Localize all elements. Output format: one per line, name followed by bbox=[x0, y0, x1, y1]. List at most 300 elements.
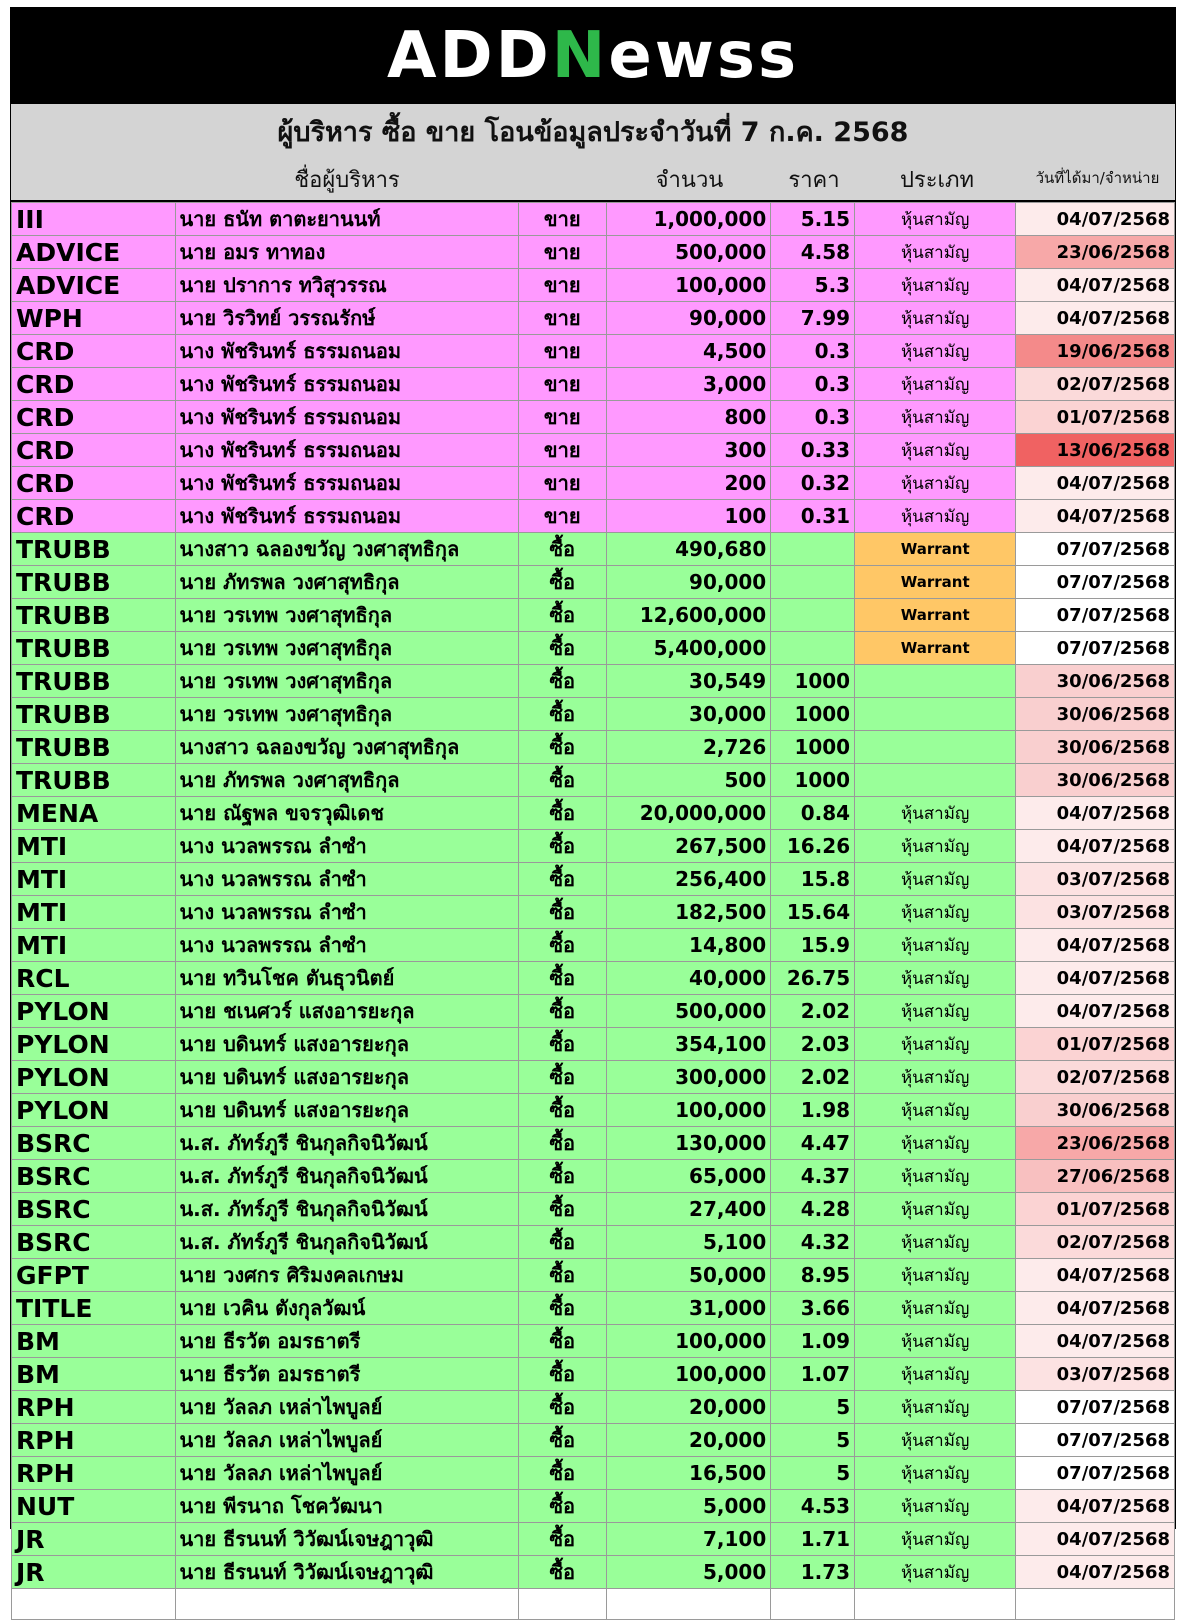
action-cell: ซื้อ bbox=[518, 1523, 606, 1556]
action-cell: ซื้อ bbox=[518, 1127, 606, 1160]
action-cell: ขาย bbox=[518, 269, 606, 302]
price-cell: 7.99 bbox=[771, 302, 855, 335]
date-cell: 30/06/2568 bbox=[1016, 764, 1175, 797]
name-cell: นางสาว ฉลองขวัญ วงศาสุทธิกุล bbox=[175, 533, 518, 566]
symbol-cell: TRUBB bbox=[12, 632, 176, 665]
name-cell: นาย วรเทพ วงศาสุทธิกุล bbox=[175, 599, 518, 632]
date-cell: 04/07/2568 bbox=[1016, 1292, 1175, 1325]
type-cell: หุ้นสามัญ bbox=[855, 1523, 1016, 1556]
date-cell: 04/07/2568 bbox=[1016, 302, 1175, 335]
empty-cell bbox=[771, 1589, 855, 1620]
date-cell: 01/07/2568 bbox=[1016, 1028, 1175, 1061]
empty-cell bbox=[175, 1589, 518, 1620]
table-row bbox=[12, 1523, 1175, 1556]
symbol-cell: WPH bbox=[12, 302, 176, 335]
insider-table bbox=[11, 202, 1175, 1620]
type-cell: หุ้นสามัญ bbox=[855, 995, 1016, 1028]
table-row bbox=[12, 566, 1175, 599]
symbol-cell: NUT bbox=[12, 1490, 176, 1523]
symbol-cell: CRD bbox=[12, 401, 176, 434]
price-cell bbox=[771, 599, 855, 632]
name-cell: นาง พัชรินทร์ ธรรมถนอม bbox=[175, 335, 518, 368]
date-cell: 01/07/2568 bbox=[1016, 401, 1175, 434]
name-cell: นาย เวคิน ตังกุลวัฒน์ bbox=[175, 1292, 518, 1325]
name-cell: นางสาว ฉลองขวัญ วงศาสุทธิกุล bbox=[175, 731, 518, 764]
table-row bbox=[12, 203, 1175, 236]
action-cell: ขาย bbox=[518, 368, 606, 401]
amount-cell: 40,000 bbox=[606, 962, 771, 995]
action-cell: ขาย bbox=[518, 467, 606, 500]
action-cell: ซื้อ bbox=[518, 863, 606, 896]
date-cell: 30/06/2568 bbox=[1016, 731, 1175, 764]
symbol-cell: CRD bbox=[12, 500, 176, 533]
date-cell: 04/07/2568 bbox=[1016, 500, 1175, 533]
name-cell: นาย ธีรวัต อมรธาตรี bbox=[175, 1325, 518, 1358]
price-cell: 4.47 bbox=[771, 1127, 855, 1160]
action-cell: ซื้อ bbox=[518, 1028, 606, 1061]
amount-cell: 3,000 bbox=[606, 368, 771, 401]
table-row bbox=[12, 797, 1175, 830]
price-cell: 16.26 bbox=[771, 830, 855, 863]
table-row bbox=[12, 500, 1175, 533]
action-cell: ซื้อ bbox=[518, 731, 606, 764]
name-cell: นาย บดินทร์ แสงอารยะกุล bbox=[175, 1094, 518, 1127]
price-cell: 4.53 bbox=[771, 1490, 855, 1523]
symbol-cell: MTI bbox=[12, 863, 176, 896]
type-cell: หุ้นสามัญ bbox=[855, 1424, 1016, 1457]
empty-cell bbox=[1016, 1589, 1175, 1620]
table-row bbox=[12, 665, 1175, 698]
price-cell: 0.33 bbox=[771, 434, 855, 467]
action-cell: ซื้อ bbox=[518, 1292, 606, 1325]
action-cell: ซื้อ bbox=[518, 1160, 606, 1193]
type-cell: Warrant bbox=[855, 599, 1016, 632]
date-cell: 07/07/2568 bbox=[1016, 1424, 1175, 1457]
action-cell: ขาย bbox=[518, 335, 606, 368]
symbol-cell: BSRC bbox=[12, 1226, 176, 1259]
symbol-cell: PYLON bbox=[12, 995, 176, 1028]
header-date: วันที่ได้มา/จำหน่าย bbox=[1035, 169, 1160, 187]
type-cell: หุ้นสามัญ bbox=[855, 1028, 1016, 1061]
table-row bbox=[12, 1193, 1175, 1226]
action-cell: ขาย bbox=[518, 401, 606, 434]
header-price: ราคา bbox=[788, 168, 840, 193]
table-row bbox=[12, 962, 1175, 995]
price-cell bbox=[771, 566, 855, 599]
type-cell: หุ้นสามัญ bbox=[855, 1457, 1016, 1490]
action-cell: ซื้อ bbox=[518, 929, 606, 962]
name-cell: นาง พัชรินทร์ ธรรมถนอม bbox=[175, 401, 518, 434]
price-cell: 0.31 bbox=[771, 500, 855, 533]
amount-cell: 500,000 bbox=[606, 995, 771, 1028]
price-cell: 1.98 bbox=[771, 1094, 855, 1127]
action-cell: ซื้อ bbox=[518, 830, 606, 863]
symbol-cell: TRUBB bbox=[12, 731, 176, 764]
amount-cell: 5,400,000 bbox=[606, 632, 771, 665]
table-row bbox=[12, 632, 1175, 665]
action-cell: ซื้อ bbox=[518, 962, 606, 995]
action-cell: ซื้อ bbox=[518, 1061, 606, 1094]
date-cell: 02/07/2568 bbox=[1016, 368, 1175, 401]
amount-cell: 100,000 bbox=[606, 1325, 771, 1358]
addnewss-logo: ADDNewss bbox=[386, 19, 800, 93]
action-cell: ซื้อ bbox=[518, 533, 606, 566]
amount-cell: 20,000,000 bbox=[606, 797, 771, 830]
price-cell: 2.02 bbox=[771, 1061, 855, 1094]
action-cell: ซื้อ bbox=[518, 1325, 606, 1358]
type-cell: หุ้นสามัญ bbox=[855, 203, 1016, 236]
action-cell: ซื้อ bbox=[518, 1490, 606, 1523]
symbol-cell: TRUBB bbox=[12, 698, 176, 731]
type-cell: หุ้นสามัญ bbox=[855, 467, 1016, 500]
price-cell: 5.15 bbox=[771, 203, 855, 236]
empty-cell bbox=[12, 1589, 176, 1620]
symbol-cell: BSRC bbox=[12, 1160, 176, 1193]
table-row bbox=[12, 401, 1175, 434]
name-cell: นาย วัลลภ เหล่าไพบูลย์ bbox=[175, 1424, 518, 1457]
action-cell: ซื้อ bbox=[518, 632, 606, 665]
type-cell bbox=[855, 764, 1016, 797]
date-cell: 04/07/2568 bbox=[1016, 962, 1175, 995]
name-cell: นาย วิรวิทย์ วรรณรักษ์ bbox=[175, 302, 518, 335]
date-cell: 02/07/2568 bbox=[1016, 1226, 1175, 1259]
date-cell: 30/06/2568 bbox=[1016, 1094, 1175, 1127]
table-row bbox=[12, 1061, 1175, 1094]
price-cell: 1.73 bbox=[771, 1556, 855, 1589]
name-cell: นาง นวลพรรณ ลำซำ bbox=[175, 929, 518, 962]
name-cell: นาย ชเนศวร์ แสงอารยะกุล bbox=[175, 995, 518, 1028]
table-row bbox=[12, 1292, 1175, 1325]
amount-cell: 5,000 bbox=[606, 1490, 771, 1523]
amount-cell: 256,400 bbox=[606, 863, 771, 896]
name-cell: นาย วัลลภ เหล่าไพบูลย์ bbox=[175, 1391, 518, 1424]
date-cell: 04/07/2568 bbox=[1016, 1490, 1175, 1523]
name-cell: นาย ธนัท ตาตะยานนท์ bbox=[175, 203, 518, 236]
action-cell: ซื้อ bbox=[518, 698, 606, 731]
price-cell: 1.09 bbox=[771, 1325, 855, 1358]
amount-cell: 7,100 bbox=[606, 1523, 771, 1556]
name-cell: นาง นวลพรรณ ลำซำ bbox=[175, 896, 518, 929]
type-cell: หุ้นสามัญ bbox=[855, 1556, 1016, 1589]
price-cell: 4.58 bbox=[771, 236, 855, 269]
name-cell: นาง พัชรินทร์ ธรรมถนอม bbox=[175, 368, 518, 401]
type-cell: หุ้นสามัญ bbox=[855, 236, 1016, 269]
type-cell bbox=[855, 698, 1016, 731]
date-cell: 07/07/2568 bbox=[1016, 632, 1175, 665]
symbol-cell: TRUBB bbox=[12, 599, 176, 632]
name-cell: นาย ธีรนนท์ วิวัฒน์เจษฎาวุฒิ bbox=[175, 1523, 518, 1556]
amount-cell: 200 bbox=[606, 467, 771, 500]
type-cell: หุ้นสามัญ bbox=[855, 1061, 1016, 1094]
name-cell: นาย ภัทรพล วงศาสุทธิกุล bbox=[175, 566, 518, 599]
table-row bbox=[12, 1358, 1175, 1391]
name-cell: นาย บดินทร์ แสงอารยะกุล bbox=[175, 1061, 518, 1094]
action-cell: ซื้อ bbox=[518, 1457, 606, 1490]
action-cell: ขาย bbox=[518, 434, 606, 467]
date-cell: 03/07/2568 bbox=[1016, 1358, 1175, 1391]
price-cell: 1000 bbox=[771, 764, 855, 797]
date-cell: 04/07/2568 bbox=[1016, 995, 1175, 1028]
table-row bbox=[12, 896, 1175, 929]
name-cell: นาย ธีรนนท์ วิวัฒน์เจษฎาวุฒิ bbox=[175, 1556, 518, 1589]
date-cell: 01/07/2568 bbox=[1016, 1193, 1175, 1226]
price-cell: 15.9 bbox=[771, 929, 855, 962]
table-row bbox=[12, 1127, 1175, 1160]
price-cell: 1000 bbox=[771, 698, 855, 731]
type-cell: หุ้นสามัญ bbox=[855, 335, 1016, 368]
price-cell: 4.32 bbox=[771, 1226, 855, 1259]
price-cell: 5 bbox=[771, 1424, 855, 1457]
type-cell: หุ้นสามัญ bbox=[855, 434, 1016, 467]
symbol-cell: RPH bbox=[12, 1424, 176, 1457]
price-cell: 1000 bbox=[771, 731, 855, 764]
type-cell: หุ้นสามัญ bbox=[855, 1193, 1016, 1226]
type-cell: หุ้นสามัญ bbox=[855, 1325, 1016, 1358]
type-cell: หุ้นสามัญ bbox=[855, 302, 1016, 335]
table-row bbox=[12, 1424, 1175, 1457]
price-cell: 0.3 bbox=[771, 368, 855, 401]
table-row bbox=[12, 1490, 1175, 1523]
type-cell: หุ้นสามัญ bbox=[855, 896, 1016, 929]
type-cell: หุ้นสามัญ bbox=[855, 1490, 1016, 1523]
amount-cell: 20,000 bbox=[606, 1391, 771, 1424]
price-cell: 0.84 bbox=[771, 797, 855, 830]
logo-banner bbox=[11, 8, 1175, 104]
table-row bbox=[12, 995, 1175, 1028]
date-cell: 07/07/2568 bbox=[1016, 566, 1175, 599]
amount-cell: 100,000 bbox=[606, 1358, 771, 1391]
name-cell: นาง นวลพรรณ ลำซำ bbox=[175, 830, 518, 863]
empty-cell bbox=[606, 1589, 771, 1620]
name-cell: นาง พัชรินทร์ ธรรมถนอม bbox=[175, 467, 518, 500]
name-cell: น.ส. ภัทร์ภูรี ชินกุลกิจนิวัฒน์ bbox=[175, 1226, 518, 1259]
date-cell: 07/07/2568 bbox=[1016, 599, 1175, 632]
amount-cell: 800 bbox=[606, 401, 771, 434]
date-cell: 07/07/2568 bbox=[1016, 533, 1175, 566]
name-cell: นาย อมร ทาทอง bbox=[175, 236, 518, 269]
date-cell: 19/06/2568 bbox=[1016, 335, 1175, 368]
action-cell: ซื้อ bbox=[518, 1259, 606, 1292]
date-cell: 02/07/2568 bbox=[1016, 1061, 1175, 1094]
type-cell: หุ้นสามัญ bbox=[855, 269, 1016, 302]
date-cell: 23/06/2568 bbox=[1016, 1127, 1175, 1160]
amount-cell: 12,600,000 bbox=[606, 599, 771, 632]
date-cell: 03/07/2568 bbox=[1016, 863, 1175, 896]
date-cell: 13/06/2568 bbox=[1016, 434, 1175, 467]
table-row bbox=[12, 830, 1175, 863]
price-cell: 4.37 bbox=[771, 1160, 855, 1193]
type-cell: หุ้นสามัญ bbox=[855, 863, 1016, 896]
table-row bbox=[12, 335, 1175, 368]
symbol-cell: PYLON bbox=[12, 1028, 176, 1061]
amount-cell: 4,500 bbox=[606, 335, 771, 368]
symbol-cell: TITLE bbox=[12, 1292, 176, 1325]
price-cell: 2.03 bbox=[771, 1028, 855, 1061]
table-row bbox=[12, 368, 1175, 401]
action-cell: ซื้อ bbox=[518, 1424, 606, 1457]
action-cell: ซื้อ bbox=[518, 896, 606, 929]
table-row bbox=[12, 929, 1175, 962]
table-row bbox=[12, 1160, 1175, 1193]
table-row bbox=[12, 269, 1175, 302]
name-cell: นาย วรเทพ วงศาสุทธิกุล bbox=[175, 632, 518, 665]
symbol-cell: BSRC bbox=[12, 1193, 176, 1226]
amount-cell: 16,500 bbox=[606, 1457, 771, 1490]
type-cell: หุ้นสามัญ bbox=[855, 962, 1016, 995]
type-cell: หุ้นสามัญ bbox=[855, 797, 1016, 830]
table-row bbox=[12, 1556, 1175, 1589]
amount-cell: 490,680 bbox=[606, 533, 771, 566]
price-cell: 3.66 bbox=[771, 1292, 855, 1325]
table-row bbox=[12, 1259, 1175, 1292]
name-cell: นาย ธีรวัต อมรธาตรี bbox=[175, 1358, 518, 1391]
amount-cell: 14,800 bbox=[606, 929, 771, 962]
table-body bbox=[12, 203, 1175, 1620]
symbol-cell: CRD bbox=[12, 335, 176, 368]
amount-cell: 300,000 bbox=[606, 1061, 771, 1094]
amount-cell: 267,500 bbox=[606, 830, 771, 863]
type-cell bbox=[855, 731, 1016, 764]
price-cell: 5 bbox=[771, 1457, 855, 1490]
table-row bbox=[12, 1028, 1175, 1061]
price-cell: 15.8 bbox=[771, 863, 855, 896]
header-type: ประเภท bbox=[899, 168, 975, 193]
amount-cell: 5,000 bbox=[606, 1556, 771, 1589]
type-cell: หุ้นสามัญ bbox=[855, 929, 1016, 962]
price-cell: 0.3 bbox=[771, 335, 855, 368]
type-cell: Warrant bbox=[855, 566, 1016, 599]
type-cell: หุ้นสามัญ bbox=[855, 830, 1016, 863]
type-cell: Warrant bbox=[855, 533, 1016, 566]
date-cell: 03/07/2568 bbox=[1016, 896, 1175, 929]
action-cell: ซื้อ bbox=[518, 995, 606, 1028]
date-cell: 07/07/2568 bbox=[1016, 1391, 1175, 1424]
action-cell: ซื้อ bbox=[518, 797, 606, 830]
type-cell: หุ้นสามัญ bbox=[855, 1226, 1016, 1259]
table-row bbox=[12, 467, 1175, 500]
date-cell: 04/07/2568 bbox=[1016, 797, 1175, 830]
symbol-cell: MTI bbox=[12, 830, 176, 863]
symbol-cell: RPH bbox=[12, 1457, 176, 1490]
action-cell: ซื้อ bbox=[518, 1193, 606, 1226]
symbol-cell: MTI bbox=[12, 929, 176, 962]
table-row bbox=[12, 1094, 1175, 1127]
amount-cell: 65,000 bbox=[606, 1160, 771, 1193]
action-cell: ซื้อ bbox=[518, 764, 606, 797]
symbol-cell: PYLON bbox=[12, 1061, 176, 1094]
amount-cell: 300 bbox=[606, 434, 771, 467]
table-row bbox=[12, 302, 1175, 335]
symbol-cell: BM bbox=[12, 1358, 176, 1391]
price-cell: 1.71 bbox=[771, 1523, 855, 1556]
table-row bbox=[12, 764, 1175, 797]
table-row bbox=[12, 1226, 1175, 1259]
price-cell: 26.75 bbox=[771, 962, 855, 995]
action-cell: ขาย bbox=[518, 302, 606, 335]
date-cell: 04/07/2568 bbox=[1016, 269, 1175, 302]
date-cell: 04/07/2568 bbox=[1016, 467, 1175, 500]
symbol-cell: CRD bbox=[12, 368, 176, 401]
price-cell: 15.64 bbox=[771, 896, 855, 929]
amount-cell: 1,000,000 bbox=[606, 203, 771, 236]
symbol-cell: TRUBB bbox=[12, 533, 176, 566]
type-cell: หุ้นสามัญ bbox=[855, 1391, 1016, 1424]
amount-cell: 130,000 bbox=[606, 1127, 771, 1160]
price-cell: 5 bbox=[771, 1391, 855, 1424]
name-cell: นาง นวลพรรณ ลำซำ bbox=[175, 863, 518, 896]
header-amount: จำนวน bbox=[655, 168, 724, 193]
type-cell: หุ้นสามัญ bbox=[855, 1259, 1016, 1292]
date-cell: 07/07/2568 bbox=[1016, 1457, 1175, 1490]
price-cell: 2.02 bbox=[771, 995, 855, 1028]
amount-cell: 27,400 bbox=[606, 1193, 771, 1226]
action-cell: ซื้อ bbox=[518, 1094, 606, 1127]
date-cell: 30/06/2568 bbox=[1016, 665, 1175, 698]
symbol-cell: CRD bbox=[12, 467, 176, 500]
name-cell: นาย ปราการ ทวิสุวรรณ bbox=[175, 269, 518, 302]
name-cell: นาย วรเทพ วงศาสุทธิกุล bbox=[175, 665, 518, 698]
name-cell: น.ส. ภัทร์ภูรี ชินกุลกิจนิวัฒน์ bbox=[175, 1127, 518, 1160]
amount-cell: 5,100 bbox=[606, 1226, 771, 1259]
type-cell: หุ้นสามัญ bbox=[855, 368, 1016, 401]
name-cell: นาย ทวินโชค ตันธุวนิตย์ bbox=[175, 962, 518, 995]
date-cell: 30/06/2568 bbox=[1016, 698, 1175, 731]
symbol-cell: TRUBB bbox=[12, 764, 176, 797]
date-cell: 04/07/2568 bbox=[1016, 1556, 1175, 1589]
symbol-cell: JR bbox=[12, 1523, 176, 1556]
symbol-cell: GFPT bbox=[12, 1259, 176, 1292]
amount-cell: 182,500 bbox=[606, 896, 771, 929]
symbol-cell: JR bbox=[12, 1556, 176, 1589]
table-row bbox=[12, 434, 1175, 467]
type-cell: หุ้นสามัญ bbox=[855, 1292, 1016, 1325]
table-row bbox=[12, 863, 1175, 896]
date-cell: 04/07/2568 bbox=[1016, 1523, 1175, 1556]
table-row bbox=[12, 1391, 1175, 1424]
amount-cell: 2,726 bbox=[606, 731, 771, 764]
type-cell: หุ้นสามัญ bbox=[855, 1094, 1016, 1127]
action-cell: ขาย bbox=[518, 203, 606, 236]
empty-row bbox=[12, 1589, 1175, 1620]
date-cell: 27/06/2568 bbox=[1016, 1160, 1175, 1193]
type-cell: หุ้นสามัญ bbox=[855, 1358, 1016, 1391]
table-row bbox=[12, 1325, 1175, 1358]
empty-cell bbox=[518, 1589, 606, 1620]
empty-cell bbox=[855, 1589, 1016, 1620]
type-cell: หุ้นสามัญ bbox=[855, 1160, 1016, 1193]
table-row bbox=[12, 731, 1175, 764]
symbol-cell: ADVICE bbox=[12, 269, 176, 302]
symbol-cell: CRD bbox=[12, 434, 176, 467]
price-cell: 0.3 bbox=[771, 401, 855, 434]
price-cell: 5.3 bbox=[771, 269, 855, 302]
header-name: ชื่อผู้บริหาร bbox=[294, 168, 400, 193]
type-cell: Warrant bbox=[855, 632, 1016, 665]
amount-cell: 500 bbox=[606, 764, 771, 797]
amount-cell: 20,000 bbox=[606, 1424, 771, 1457]
amount-cell: 31,000 bbox=[606, 1292, 771, 1325]
name-cell: น.ส. ภัทร์ภูรี ชินกุลกิจนิวัฒน์ bbox=[175, 1193, 518, 1226]
symbol-cell: PYLON bbox=[12, 1094, 176, 1127]
type-cell bbox=[855, 665, 1016, 698]
name-cell: นาย บดินทร์ แสงอารยะกุล bbox=[175, 1028, 518, 1061]
amount-cell: 50,000 bbox=[606, 1259, 771, 1292]
symbol-cell: BSRC bbox=[12, 1127, 176, 1160]
date-cell: 04/07/2568 bbox=[1016, 1325, 1175, 1358]
symbol-cell: RPH bbox=[12, 1391, 176, 1424]
action-cell: ขาย bbox=[518, 500, 606, 533]
amount-cell: 30,549 bbox=[606, 665, 771, 698]
